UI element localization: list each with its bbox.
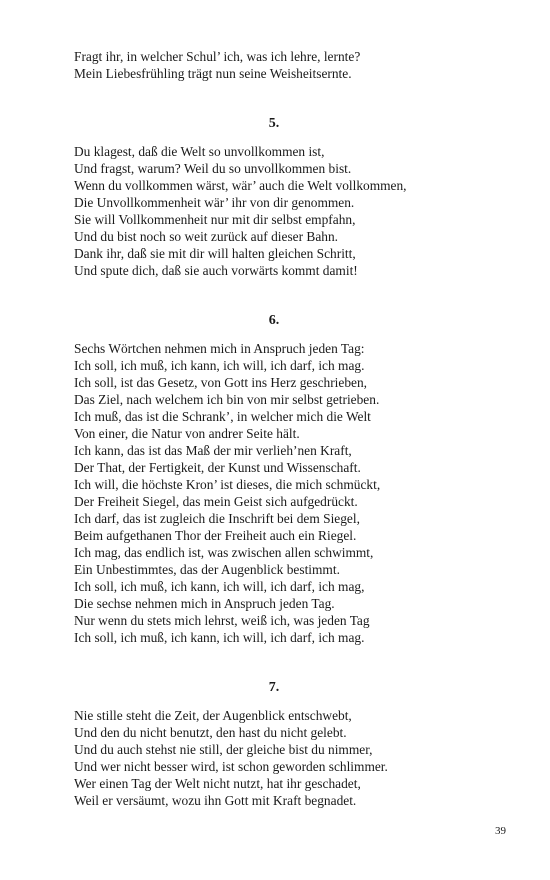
poem-line: Mein Liebesfrühling trägt nun seine Weisheitsernte. bbox=[74, 66, 352, 81]
poem-line: Du klagest, daß die Welt so unvollkommen ist, bbox=[74, 144, 325, 159]
poem-line: Weil er versäumt, wozu ihn Gott mit Kraft begnadet. bbox=[74, 793, 357, 808]
poem-line: Ich soll, ich muß, ich kann, ich will, ich darf, ich mag. bbox=[74, 358, 365, 373]
poem-line: Wenn du vollkommen wärst, wär’ auch die Welt vollkommen, bbox=[74, 178, 407, 193]
poem-line: Und spute dich, daß sie auch vorwärts kommt damit! bbox=[74, 263, 358, 278]
poem-line: Und wer nicht besser wird, ist schon geworden schlimmer. bbox=[74, 759, 388, 774]
poem-line: Das Ziel, nach welchem ich bin von mir selbst getrieben. bbox=[74, 392, 380, 407]
poem-number: 7. bbox=[268, 680, 280, 695]
poem-line: Dank ihr, daß sie mit dir will halten gleichen Schritt, bbox=[74, 246, 356, 261]
poem-line: Ich muß, das ist die Schrank’, in welcher mich die Welt bbox=[74, 409, 371, 424]
poem-line: Und du bist noch so weit zurück auf dieser Bahn. bbox=[74, 229, 339, 244]
poem-line: Ich will, die höchste Kron’ ist dieses, die mich schmückt, bbox=[74, 477, 381, 492]
poem-line: Ich darf, das ist zugleich die Inschrift bei dem Siegel, bbox=[74, 511, 360, 526]
poem-number: 5. bbox=[268, 116, 280, 131]
poem-line: Der Freiheit Siegel, das mein Geist sich aufgedrückt. bbox=[74, 494, 358, 509]
poem-line: Ich mag, das endlich ist, was zwischen allen schwimmt, bbox=[74, 545, 374, 560]
poem-line: Ich kann, das ist das Maß der mir verlieh’nen Kraft, bbox=[74, 443, 352, 458]
page-body bbox=[74, 48, 474, 809]
poem-line: Und du auch stehst nie still, der gleiche bist du nimmer, bbox=[74, 742, 373, 757]
poem-line: Der That, der Fertigkeit, der Kunst und Wissenschaft. bbox=[74, 460, 361, 475]
poem-line: Wer einen Tag der Welt nicht nutzt, hat ihr geschadet, bbox=[74, 776, 361, 791]
poem-line: Von einer, die Natur von andrer Seite hält. bbox=[74, 426, 300, 441]
poem-line: Ein Unbestimmtes, das der Augenblick bestimmt. bbox=[74, 562, 340, 577]
poem-number: 6. bbox=[268, 313, 280, 328]
poem-line: Ich soll, ist das Gesetz, von Gott ins Herz geschrieben, bbox=[74, 375, 368, 390]
page-number: 39 bbox=[495, 825, 506, 837]
poem-line: Die Unvollkommenheit wär’ ihr von dir genommen. bbox=[74, 195, 355, 210]
poem-stanza-7 bbox=[74, 707, 474, 809]
poem-line: Ich soll, ich muß, ich kann, ich will, ich darf, ich mag. bbox=[74, 630, 365, 645]
poem-line: Sechs Wörtchen nehmen mich in Anspruch jeden Tag: bbox=[74, 341, 365, 356]
poem-line: Nie stille steht die Zeit, der Augenblick entschwebt, bbox=[74, 708, 352, 723]
poem-stanza-5 bbox=[74, 143, 474, 279]
poem-stanza-6 bbox=[74, 340, 474, 646]
poem-line: Beim aufgethanen Thor der Freiheit auch ein Riegel. bbox=[74, 528, 357, 543]
poem-line: Die sechse nehmen mich in Anspruch jeden Tag. bbox=[74, 596, 335, 611]
poem-line: Nur wenn du stets mich lehrst, weiß ich, was jeden Tag bbox=[74, 613, 370, 628]
intro-stanza bbox=[74, 48, 474, 82]
poem-line: Sie will Vollkommenheit nur mit dir selbst empfahn, bbox=[74, 212, 356, 227]
poem-line: Und den du nicht benutzt, den hast du nicht gelebt. bbox=[74, 725, 347, 740]
poem-line: Fragt ihr, in welcher Schul’ ich, was ich lehre, lernte? bbox=[74, 49, 361, 64]
poem-line: Und fragst, warum? Weil du so unvollkommen bist. bbox=[74, 161, 352, 176]
poem-line: Ich soll, ich muß, ich kann, ich will, ich darf, ich mag, bbox=[74, 579, 365, 594]
